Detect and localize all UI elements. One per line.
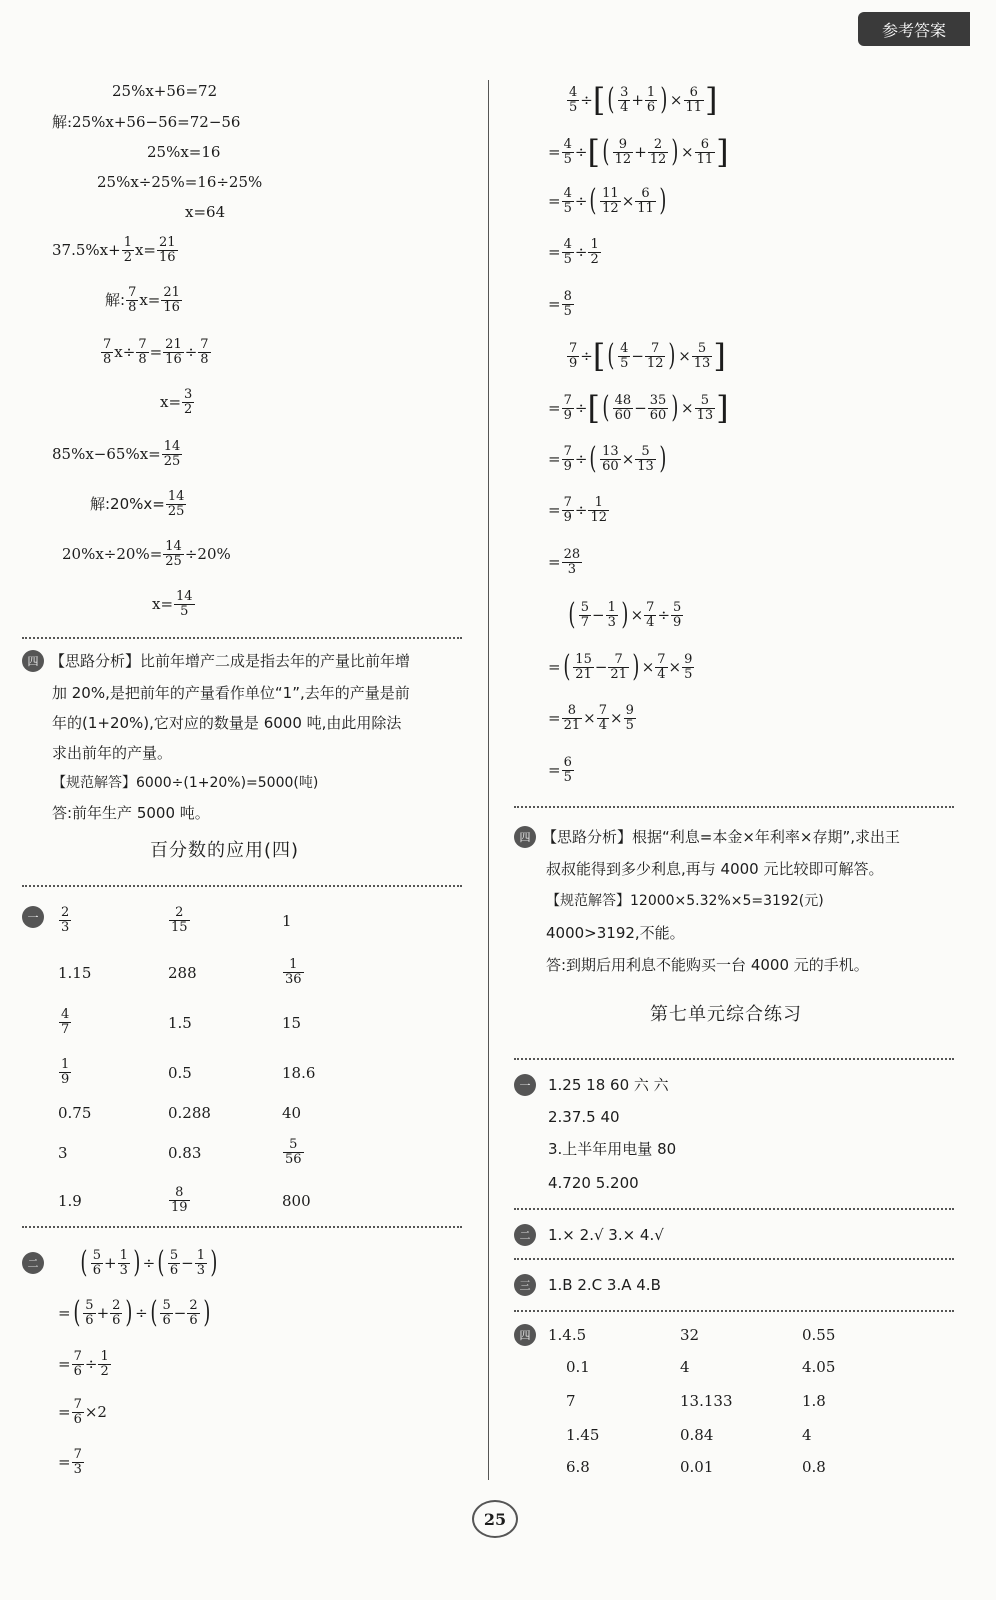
eq2-term: ÷ xyxy=(184,342,198,361)
rcalc-b4: = $\frac{7}{9}$ ÷ $\frac{1}{12}$ xyxy=(548,495,607,525)
grid-cell: $\frac{1}{36}$ xyxy=(285,957,302,987)
fraction: $\frac{21}{16}$ xyxy=(165,337,182,367)
answer-text: 12000×5.32%×5=3192(元) xyxy=(630,893,824,909)
eq2-term: = xyxy=(149,342,163,361)
rcalc-b5: = $\frac{28}{3}$ xyxy=(548,547,581,577)
divider xyxy=(514,1208,954,1210)
calc-line1: ( $\frac{5}{6}$ + $\frac{1}{3}$ ) ÷ ( $\frac{5}{6}$ − $\frac{1}{3}$ ) xyxy=(80,1245,218,1280)
compute-cell: 7 xyxy=(566,1392,576,1410)
eq2-line1 xyxy=(52,236,179,264)
rcalc-b1: $\frac{7}{9}$ ÷ [ ( $\frac{4}{5}$ − $\frac{7}{12}$ ) × $\frac{5}{13}$ ] xyxy=(569,337,726,375)
compute-cell: 0.01 xyxy=(680,1458,714,1476)
eq3-term: ÷20% xyxy=(184,544,231,563)
compute-cell: 0.8 xyxy=(802,1458,826,1476)
divider xyxy=(514,806,954,808)
analysis2-line3: 4000>3192,不能。 xyxy=(546,924,685,942)
grid-cell: 288 xyxy=(168,964,197,982)
analysis2-line2: 叔叔能得到多少利息,再与 4000 元比较即可解答。 xyxy=(546,860,884,878)
question-number-icon: 四 xyxy=(514,826,536,848)
eq1-line3: 25%x=16 xyxy=(147,143,221,161)
grid-cell: $\frac{5}{56}$ xyxy=(285,1137,302,1167)
fill-answer-2: 2.37.5 40 xyxy=(548,1108,620,1126)
compute-cell: 0.84 xyxy=(680,1426,714,1444)
solve-label: 解: xyxy=(105,290,126,309)
fraction: $\frac{1}{2}$ xyxy=(123,235,132,265)
analysis-text: 比前年增产二成是指去年的产量比前年增 xyxy=(140,652,411,670)
grid-cell: 0.83 xyxy=(168,1144,202,1162)
divider xyxy=(514,1310,954,1312)
compute-cell: 4 xyxy=(802,1426,812,1444)
eq2-line4 xyxy=(160,388,195,416)
eq3-term: 85%x−65%x= xyxy=(52,444,161,463)
rcalc-a2: = $\frac{4}{5}$ ÷ [ ( $\frac{9}{12}$ + $\frac{2}{12}$ ) × $\frac{6}{11}$ ] xyxy=(548,133,729,171)
calc-line2: = ( $\frac{5}{6}$ + $\frac{2}{6}$ ) ÷ ( $\frac{5}{6}$ − $\frac{2}{6}$ ) xyxy=(58,1295,210,1330)
grid-cell: 1.5 xyxy=(168,1014,192,1032)
fraction: $\frac{21}{16}$ xyxy=(159,235,176,265)
analysis1-answer xyxy=(52,776,318,790)
rcalc-c2: = ( $\frac{15}{21}$ − $\frac{7}{21}$ ) × $\frac{7}{4}$ × $\frac{9}{5}$ xyxy=(548,649,693,684)
fraction: $\frac{14}{25}$ xyxy=(167,489,185,519)
divider xyxy=(22,885,462,887)
eq3-line3 xyxy=(62,540,231,568)
grid-cell: $\frac{4}{7}$ xyxy=(61,1007,70,1037)
rcalc-a5: = $\frac{8}{5}$ xyxy=(548,289,572,319)
compute-cell: 32 xyxy=(680,1326,700,1344)
analysis1-line1 xyxy=(50,654,410,669)
choice-answers: 1.B 2.C 3.A 4.B xyxy=(548,1276,661,1294)
question-number-icon: 一 xyxy=(22,906,44,928)
rcalc-b2: = $\frac{7}{9}$ ÷ [ ( $\frac{48}{60}$ − $\frac{35}{60}$ ) × $\frac{5}{13}$ ] xyxy=(548,389,729,427)
eq1-line2: 解:25%x+56−56=72−56 xyxy=(52,113,241,131)
grid-cell: 1.9 xyxy=(58,1192,82,1210)
compute-cell: 1.45 xyxy=(566,1426,600,1444)
judge-answers: 1.× 2.√ 3.× 4.√ xyxy=(548,1226,664,1244)
grid-cell: 1 xyxy=(282,912,292,930)
eq2-term: x÷ xyxy=(114,342,136,361)
grid-cell: 18.6 xyxy=(282,1064,316,1082)
compute-cell: 6.8 xyxy=(566,1458,590,1476)
analysis-label: 【思路分析】 xyxy=(542,828,633,846)
rcalc-a3: = $\frac{4}{5}$ ÷ ( $\frac{11}{12}$ × $\frac{6}{11}$ ) xyxy=(548,183,667,218)
analysis1-line2: 加 20%,是把前年的产量看作单位“1”,去年的产量是前 xyxy=(52,684,410,702)
column-divider xyxy=(488,80,489,1480)
fraction: $\frac{7}{8}$ xyxy=(103,337,112,367)
fraction: $\frac{7}{8}$ xyxy=(138,337,147,367)
analysis-label: 【思路分析】 xyxy=(50,652,141,670)
eq3-term: x= xyxy=(152,594,174,613)
divider xyxy=(514,1058,954,1060)
question-number-icon: 二 xyxy=(22,1252,44,1274)
compute-cell: 0.55 xyxy=(802,1326,836,1344)
calc-line5: = $\frac{7}{3}$ xyxy=(58,1447,82,1477)
grid-cell: 15 xyxy=(282,1014,302,1032)
compute-cell: 13.133 xyxy=(680,1392,733,1410)
grid-cell: $\frac{2}{3}$ xyxy=(61,905,70,935)
eq1-line5: x=64 xyxy=(185,203,226,221)
fraction: $\frac{21}{16}$ xyxy=(163,285,180,315)
grid-cell: $\frac{8}{19}$ xyxy=(171,1185,188,1215)
compute-cell: 1.8 xyxy=(802,1392,826,1410)
rcalc-c4: = $\frac{6}{5}$ xyxy=(548,755,572,785)
page-number: 25 xyxy=(472,1500,518,1538)
analysis2-line1 xyxy=(542,830,900,845)
grid-cell: 800 xyxy=(282,1192,311,1210)
eq2-term: x= xyxy=(139,290,161,309)
question-number-icon: 二 xyxy=(514,1224,536,1246)
compute-cell: 4 xyxy=(680,1358,690,1376)
fill-answer-1: 1.25 18 60 六 六 xyxy=(548,1076,669,1094)
rcalc-b3: = $\frac{7}{9}$ ÷ ( $\frac{13}{60}$ × $\frac{5}{13}$ ) xyxy=(548,441,667,476)
eq2-line2 xyxy=(105,286,183,314)
fill-answer-4: 4.720 5.200 xyxy=(548,1174,639,1192)
calc-line4: = $\frac{7}{6}$ ×2 xyxy=(58,1397,107,1427)
eq1-line4: 25%x÷25%=16÷25% xyxy=(97,173,263,191)
analysis2-answer xyxy=(546,894,824,908)
divider xyxy=(22,1226,462,1228)
rcalc-c3: = $\frac{8}{21}$ × $\frac{7}{4}$ × $\frac{9}{5}$ xyxy=(548,703,634,733)
fraction: $\frac{14}{25}$ xyxy=(163,439,181,469)
grid-cell: 1.15 xyxy=(58,964,92,982)
calc-line3: = $\frac{7}{6}$ ÷ $\frac{1}{2}$ xyxy=(58,1349,109,1379)
fraction: $\frac{14}{25}$ xyxy=(165,539,182,569)
question-number-icon: 四 xyxy=(514,1324,536,1346)
question-number-icon: 四 xyxy=(22,650,44,672)
answer-label: 【规范解答】 xyxy=(546,893,630,909)
grid-cell: 3 xyxy=(58,1144,68,1162)
fraction: $\frac{7}{8}$ xyxy=(200,337,209,367)
section-title-unit-7: 第七单元综合练习 xyxy=(650,1004,802,1025)
analysis2-reply: 答:到期后用利息不能购买一台 4000 元的手机。 xyxy=(546,956,869,974)
divider xyxy=(514,1258,954,1260)
rcalc-a4: = $\frac{4}{5}$ ÷ $\frac{1}{2}$ xyxy=(548,237,599,267)
eq2-term: 37.5%x+ xyxy=(52,240,121,259)
analysis1-reply: 答:前年生产 5000 吨。 xyxy=(52,804,210,822)
grid-cell: 0.288 xyxy=(168,1104,211,1122)
answer-text: 6000÷(1+20%)=5000(吨) xyxy=(136,775,319,791)
grid-cell: $\frac{1}{9}$ xyxy=(61,1057,70,1087)
eq3-line1 xyxy=(52,440,183,468)
section-title-percent-4: 百分数的应用(四) xyxy=(150,840,300,861)
compute-cell: 0.1 xyxy=(566,1358,590,1376)
grid-cell: 0.75 xyxy=(58,1104,92,1122)
compute-cell: 1.4.5 xyxy=(548,1326,587,1344)
analysis1-line3: 年的(1+20%),它对应的数量是 6000 吨,由此用除法 xyxy=(52,714,402,732)
analysis-text: 根据“利息=本金×年利率×存期”,求出王 xyxy=(632,828,901,846)
fraction: $\frac{3}{2}$ xyxy=(184,387,193,417)
eq1-line1: 25%x+56=72 xyxy=(112,82,218,100)
eq3-line4 xyxy=(152,590,196,618)
compute-cell: 4.05 xyxy=(802,1358,836,1376)
fraction: $\frac{7}{8}$ xyxy=(128,285,137,315)
grid-cell: $\frac{2}{15}$ xyxy=(171,905,188,935)
grid-cell: 40 xyxy=(282,1104,302,1122)
eq2-line3 xyxy=(100,338,212,366)
eq3-term: 解:20%x= xyxy=(90,494,165,513)
eq2-term: x= xyxy=(160,392,182,411)
eq3-term: 20%x÷20%= xyxy=(62,544,163,563)
rcalc-c1: ( $\frac{5}{7}$ − $\frac{1}{3}$ ) × $\frac{7}{4}$ ÷ $\frac{5}{9}$ xyxy=(568,597,682,632)
question-number-icon: 一 xyxy=(514,1074,536,1096)
answer-label: 【规范解答】 xyxy=(52,775,136,791)
analysis1-line4: 求出前年的产量。 xyxy=(52,744,173,762)
fraction: $\frac{14}{5}$ xyxy=(176,589,193,619)
divider xyxy=(22,637,462,639)
eq3-line2 xyxy=(90,490,187,518)
eq2-term: x= xyxy=(134,240,156,259)
question-number-icon: 三 xyxy=(514,1274,536,1296)
rcalc-a1: $\frac{4}{5}$ ÷ [ ( $\frac{3}{4}$ + $\frac{1}{6}$ ) × $\frac{6}{11}$ ] xyxy=(569,81,718,119)
grid-cell: 0.5 xyxy=(168,1064,192,1082)
answer-key-tab: 参考答案 xyxy=(858,12,970,46)
fill-answer-3: 3.上半年用电量 80 xyxy=(548,1140,677,1158)
